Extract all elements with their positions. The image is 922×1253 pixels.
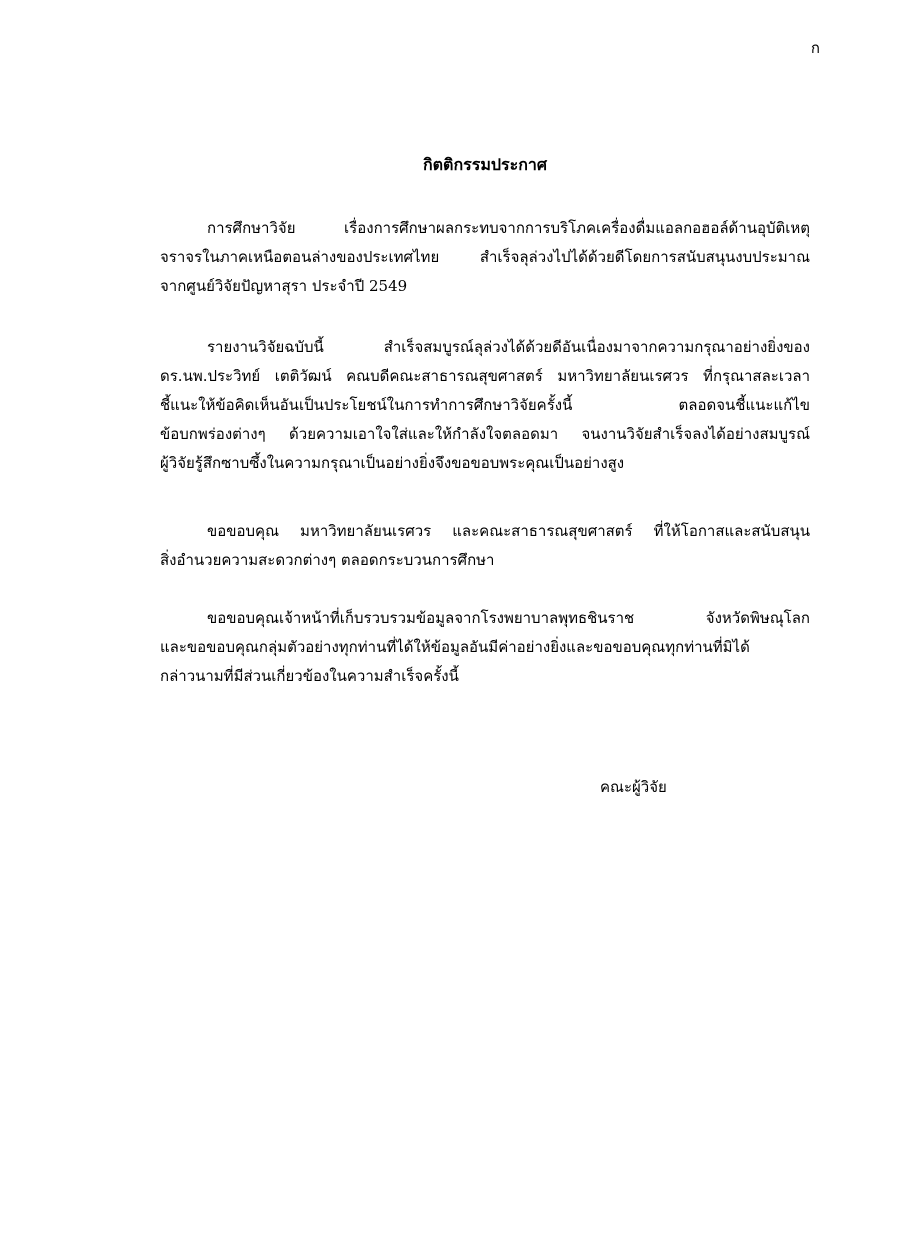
paragraph-line: จราจรในภาคเหนือตอนล่างของประเทศไทย สำเร็จลุล่วงไปได้ด้วยดีโดยการสนับสนุนงบประมาณ xyxy=(160,248,810,266)
paragraph-line: ผู้วิจัยรู้สึกซาบซึ้งในความกรุณาเป็นอย่างยิ่งจึงขอขอบพระคุณเป็นอย่างสูง xyxy=(160,454,625,472)
signature: คณะผู้วิจัย xyxy=(600,778,667,796)
paragraph-line: ข้อบกพร่องต่างๆ ด้วยความเอาใจใส่และให้กำลังใจตลอดมา จนงานวิจัยสำเร็จลงได้อย่างสมบูรณ์ xyxy=(160,425,810,443)
paragraph-line: ขอขอบคุณเจ้าหน้าที่เก็บรวบรวมข้อมูลจากโรงพยาบาลพุทธชินราช จังหวัดพิษณุโลก xyxy=(207,609,810,627)
paragraph-line: การศึกษาวิจัย เรื่องการศึกษาผลกระทบจากการบริโภคเครื่องดื่มแอลกอฮอล์ด้านอุบัติเหตุ xyxy=(207,219,810,237)
page-number: ก xyxy=(810,39,820,57)
paragraph-line: ดร.นพ.ประวิทย์ เตติวัฒน์ คณบดีคณะสาธารณสุขศาสตร์ มหาวิทยาลัยนเรศวร ที่กรุณาสละเวลา xyxy=(160,367,810,385)
paragraph-line: สิ่งอำนวยความสะดวกต่างๆ ตลอดกระบวนการศึกษา xyxy=(160,551,495,569)
paragraph-3 xyxy=(160,517,810,575)
paragraph-line: ชี้แนะให้ข้อคิดเห็นอันเป็นประโยชน์ในการทำการศึกษาวิจัยครั้งนี้ ตลอดจนชี้แนะแก้ไข xyxy=(160,396,810,414)
paragraph-4 xyxy=(160,604,810,691)
paragraph-line: จากศูนย์วิจัยปัญหาสุรา ประจำปี 2549 xyxy=(160,277,408,295)
paragraph-1 xyxy=(160,214,810,301)
paragraph-line: ขอขอบคุณ มหาวิทยาลัยนเรศวร และคณะสาธารณสุขศาสตร์ ที่ให้โอกาสและสนับสนุน xyxy=(207,522,810,540)
paragraph-line: กล่าวนามที่มีส่วนเกี่ยวข้องในความสำเร็จครั้งนี้ xyxy=(160,667,459,685)
page-title: กิตติกรรมประกาศ xyxy=(422,155,548,174)
paragraph-line: รายงานวิจัยฉบับนี้ สำเร็จสมบูรณ์ลุล่วงได้ด้วยดีอันเนื่องมาจากความกรุณาอย่างยิ่งของ xyxy=(207,338,810,356)
paragraph-line: และขอขอบคุณกลุ่มตัวอย่างทุกท่านที่ได้ให้ข้อมูลอันมีค่าอย่างยิ่งและขอขอบคุณทุกท่านที่มิได้ xyxy=(160,638,750,656)
paragraph-2 xyxy=(160,333,810,478)
